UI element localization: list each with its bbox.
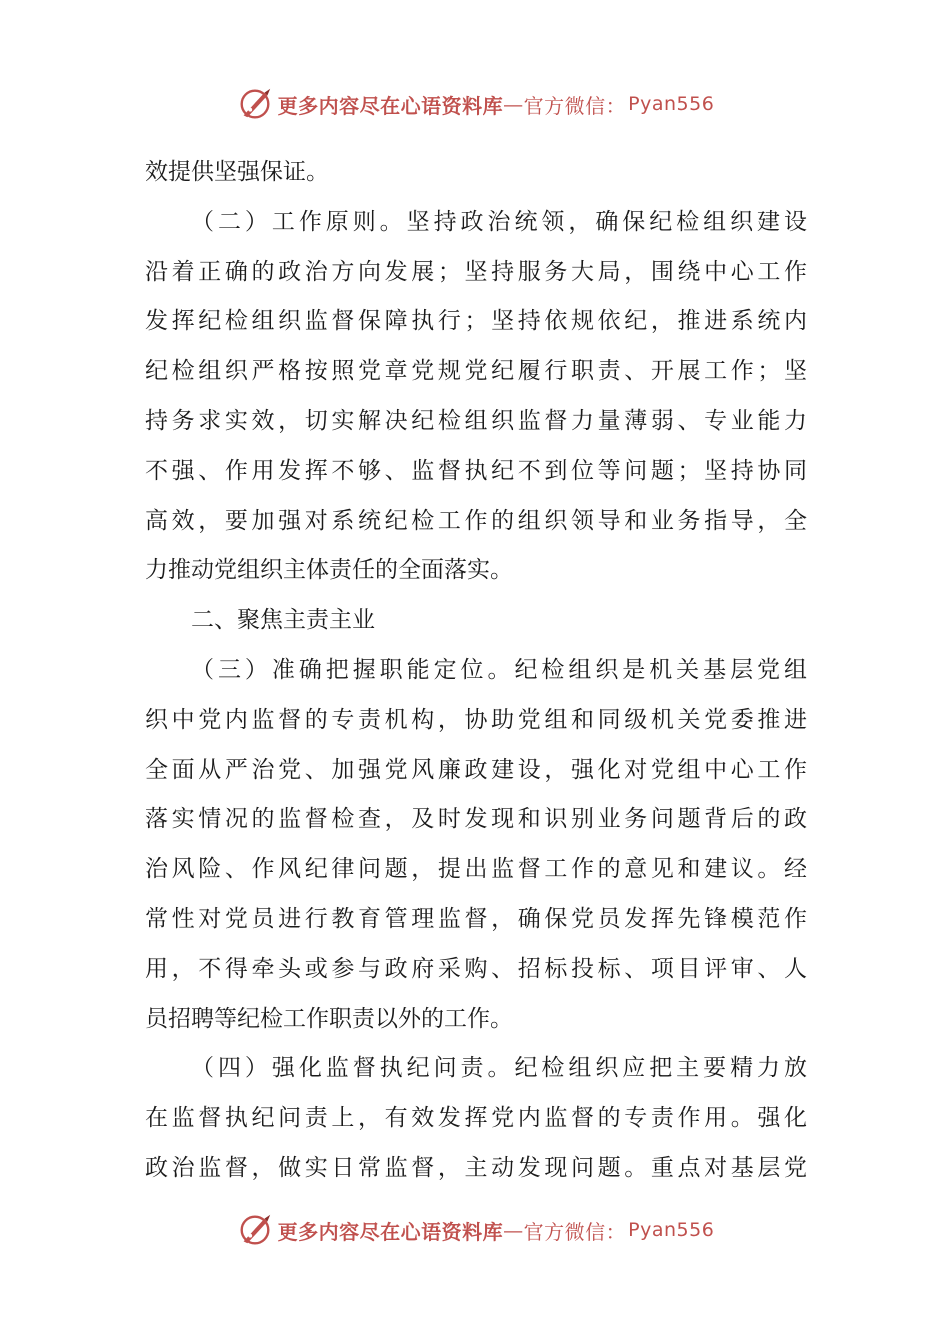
body-line: 持务求实效，切实解决纪检组织监督力量薄弱、专业能力	[145, 407, 807, 434]
body-line: 常性对党员进行教育管理监督，确保党员发挥先锋模范作	[145, 905, 807, 932]
section-heading: 二、聚焦主责主业	[191, 607, 375, 634]
body-line: 沿着正确的政治方向发展；坚持服务大局，围绕中心工作	[145, 258, 807, 285]
banner-main-text: 更多内容尽在心语资料库	[277, 93, 504, 118]
banner-main-text: 更多内容尽在心语资料库	[277, 1219, 504, 1244]
body-line: 效提供坚强保证。	[145, 159, 329, 185]
body-line: 力推动党组织主体责任的全面落实。	[145, 557, 513, 584]
body-line: 织中党内监督的专责机构，协助党组和同级机关党委推进	[145, 706, 807, 733]
document-body	[145, 148, 807, 1194]
body-line: 在监督执纪问责上，有效发挥党内监督的专责作用。强化	[145, 1105, 807, 1132]
body-line: 用，不得牵头或参与政府采购、招标投标、项目评审、人	[145, 955, 807, 982]
body-line: 发挥纪检组织监督保障执行；坚持依规依纪，推进系统内	[145, 308, 807, 335]
banner-label: 官方微信：	[523, 93, 627, 118]
quill-logo-icon	[236, 1211, 274, 1249]
body-line: 员招聘等纪检工作职责以外的工作。	[145, 1005, 513, 1032]
body-line: 纪检组织严格按照党章党规党纪履行职责、开展工作；坚	[145, 358, 807, 385]
body-line: 全面从严治党、加强党风廉政建设，强化对党组中心工作	[145, 756, 807, 783]
body-line: （二）工作原则。坚持政治统领，确保纪检组织建设	[191, 208, 807, 235]
banner-wechat-id: Pyan556	[628, 1219, 715, 1241]
body-line: （四）强化监督执纪问责。纪检组织应把主要精力放	[191, 1055, 807, 1082]
body-line: 高效，要加强对系统纪检工作的组织领导和业务指导，全	[145, 507, 807, 534]
body-line: 治风险、作风纪律问题，提出监督工作的意见和建议。经	[145, 856, 807, 883]
quill-logo-icon	[236, 85, 274, 123]
header-watermark-banner	[0, 84, 950, 124]
banner-dash: —	[503, 92, 524, 116]
body-line: （三）准确把握职能定位。纪检组织是机关基层党组	[191, 656, 807, 683]
body-line: 不强、作用发挥不够、监督执纪不到位等问题；坚持协同	[145, 457, 807, 484]
body-line: 落实情况的监督检查，及时发现和识别业务问题背后的政	[145, 806, 807, 833]
banner-dash: —	[503, 1218, 524, 1242]
body-line: 政治监督，做实日常监督，主动发现问题。重点对基层党	[145, 1154, 807, 1181]
footer-watermark-banner	[0, 1210, 950, 1250]
banner-wechat-id: Pyan556	[628, 93, 715, 115]
banner-label: 官方微信：	[523, 1219, 627, 1244]
